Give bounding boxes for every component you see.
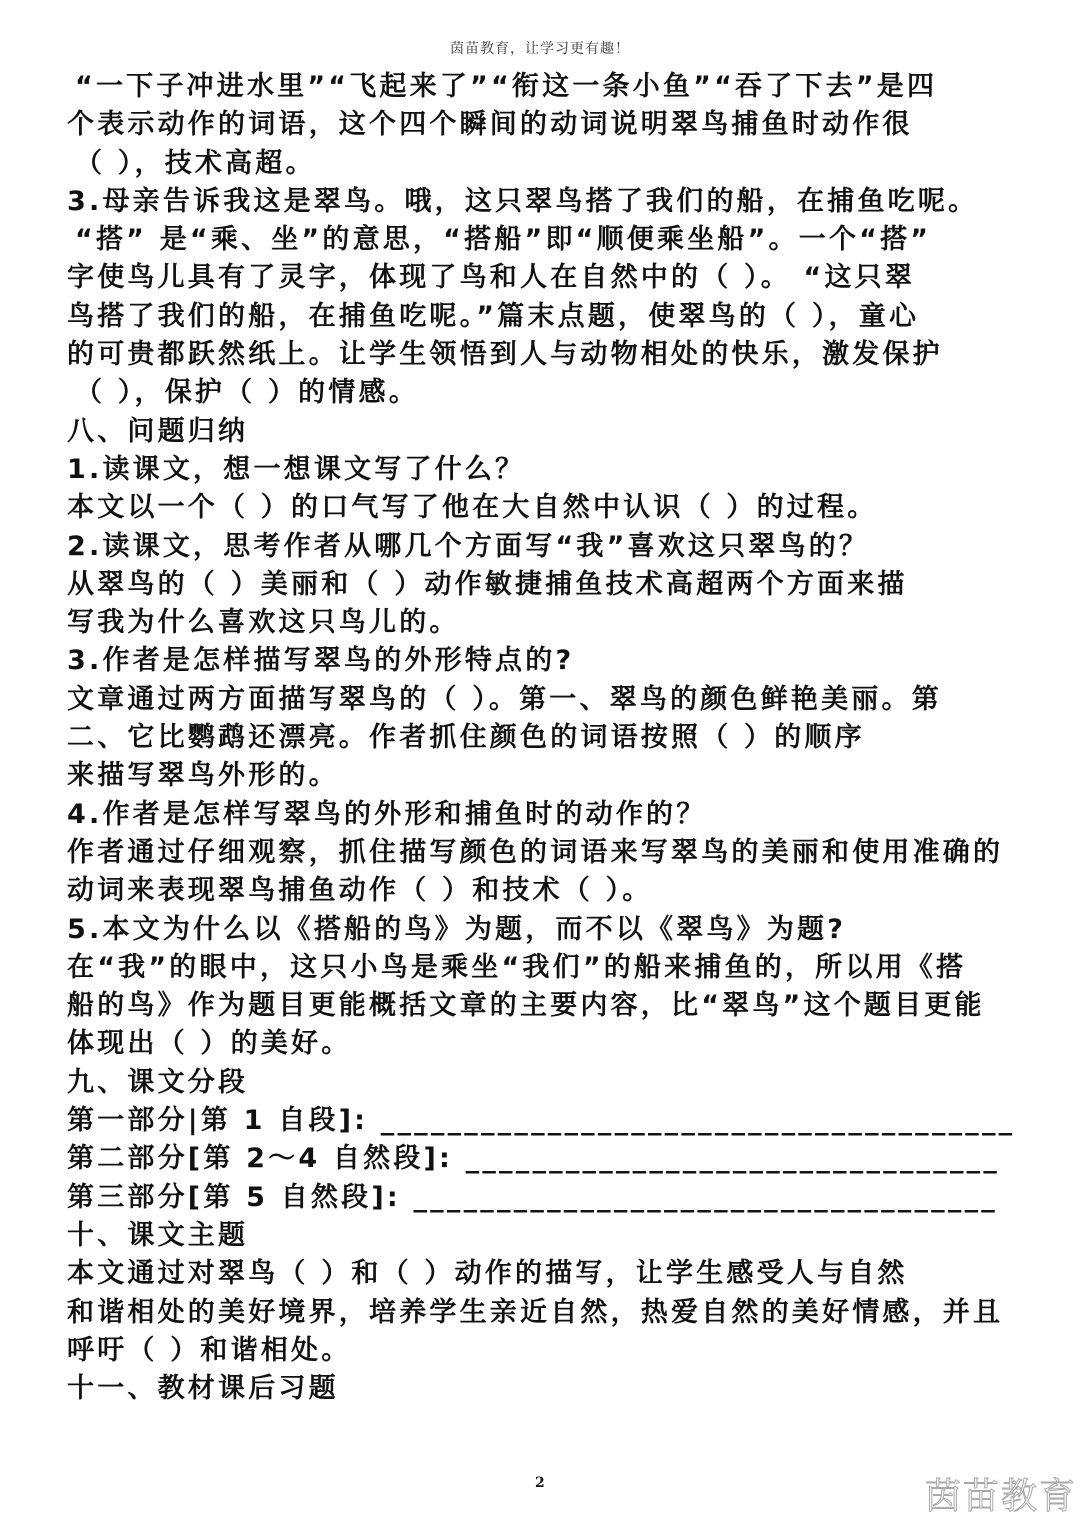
page-number: 2 (535, 1475, 545, 1491)
text-line: “一下子冲进水里”“飞起来了”“衔这一条小鱼”“吞了下去”是四 (75, 71, 938, 102)
text-line: （ ），保护（ ）的情感。 (75, 377, 419, 409)
text-line: 鸟搭了我们的船，在捕鱼吃呢。”篇末点题，使翠鸟的（ ），童心 (67, 300, 920, 332)
text-line: 和谐相处的美好境界，培养学生亲近自然，热爱自然的美好情感，并且 (67, 1296, 1004, 1328)
text-line: 文章通过两方面描写翠鸟的（ ）。第一、翠鸟的颜色鲜艳美丽。第 (67, 683, 942, 715)
text-line: 写我为什么喜欢这只鸟儿的。 (67, 607, 460, 639)
text-line: 字使鸟儿具有了灵字，体现了鸟和人在自然中的（ ）。 “这只翠 (67, 262, 916, 294)
text-line: 1.读课文，想一想课文写了什么？ (67, 453, 526, 485)
text-line: 九、课文分段 (67, 1066, 249, 1098)
text-line: 船的鸟》作为题目更能概括文章的主要内容，比“翠鸟”这个题目更能 (67, 990, 985, 1022)
text-line: 八、问题归纳 (67, 415, 249, 447)
text-line: 第三部分[第 5 自然段]: ___________________________________ (67, 1181, 998, 1213)
text-line: 十、课文主题 (67, 1219, 249, 1251)
text-line: 作者通过仔细观察，抓住描写颜色的词语来写翠鸟的美丽和使用准确的 (67, 836, 1004, 868)
text-line: 的可贵都跃然纸上。让学生领悟到人与动物相处的快乐，激发保护 (67, 339, 943, 371)
text-line: 3.作者是怎样描写翠鸟的外形特点的? (67, 645, 575, 677)
text-line: 从翠鸟的（ ）美丽和（ ）动作敏捷捕鱼技术高超两个方面来描 (67, 568, 908, 600)
text-line: 体现出（ ）的美好。 (67, 1028, 352, 1060)
text-line: 5.本文为什么以《搭船的鸟》为题，而不以《翠鸟》为题? (67, 913, 847, 945)
text-line: 动词来表现翠鸟捕鱼动作（ ）和技术（ ）。 (67, 875, 653, 907)
text-line: 3.母亲告诉我这是翠鸟。哦，这只翠鸟搭了我们的船，在捕鱼吃呢。 (67, 185, 979, 217)
text-line: （ ），技术高超。 (75, 147, 316, 179)
page-header-slogan: 茵苗教育，让学习更有趣！ (450, 41, 630, 57)
text-line: 本文以一个（ ）的口气写了他在大自然中认识（ ）的过程。 (67, 492, 878, 524)
text-line: “搭” 是“乘、坐”的意思，“搭船”即“顺便乘坐船”。一个“搭” (75, 224, 932, 256)
watermark-logo: 茵苗教育 (925, 1476, 1078, 1517)
text-line: 本文通过对翠鸟（ ）和（ ）动作的描写，让学生感受人与自然 (67, 1258, 908, 1290)
text-line: 来描写翠鸟外形的。 (67, 760, 339, 792)
text-line: 4.作者是怎样写翠鸟的外形和捕鱼时的动作的？ (67, 798, 707, 830)
text-line: 第一部分|第 1 自段]: ______________________________________ (67, 1105, 1016, 1137)
text-line: 呼吁（ ）和谐相处。 (67, 1334, 352, 1366)
text-line: 2.读课文，思考作者从哪几个方面写“我”喜欢这只翠鸟的？ (67, 530, 870, 562)
text-line: 二、它比鹦鹉还漂亮。作者抓住颜色的词语按照（ ）的顺序 (67, 722, 865, 754)
text-line: 十一、教材课后习题 (67, 1373, 339, 1405)
text-line: 个表示动作的词语，这个四个瞬间的动词说明翠鸟捕鱼时动作很 (67, 109, 913, 141)
text-line: 在“我”的眼中，这只小鸟是乘坐“我们”的船来捕鱼的，所以用《搭 (67, 951, 967, 983)
document-body (67, 68, 1027, 1408)
text-line: 第二部分[第 2～4 自然段]: ________________________________ (67, 1143, 1001, 1175)
